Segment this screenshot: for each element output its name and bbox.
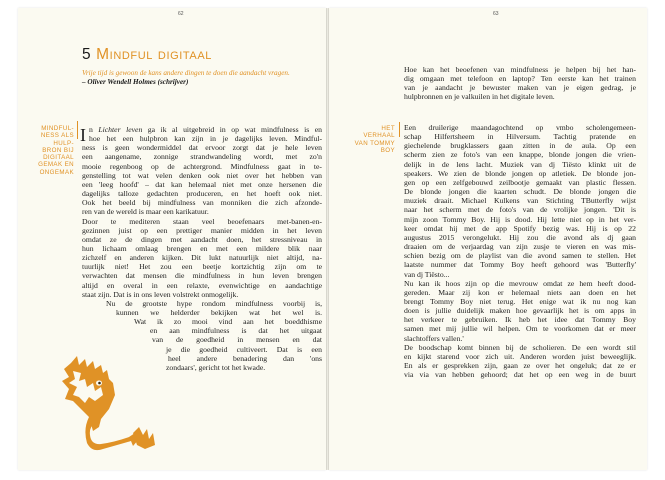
text-line: dagelijks talloze gedachten produceren, en het hoeft ook niet. (82, 189, 322, 199)
page-number: 63 (493, 11, 499, 17)
side-heading-line: HULP- (53, 139, 74, 147)
text-line: een aangename, zonnige strandwandeling wordt, met zo'n (82, 152, 322, 162)
text-line: zichzelf en anderen kijken. Dit lukt natuurlijk niet altijd, na- (82, 253, 322, 263)
text-line: Nu kan ik hoos zijn op die mevrouw omdat ze hem heeft dood- (404, 278, 636, 288)
text-line: hun lichaam omlaag brengen en met een mildere blik naar (82, 243, 322, 253)
text-line: en aan mindfulness is dat het uitgaat (150, 326, 322, 336)
body-text-story (404, 123, 636, 379)
epigraph-author: – Oliver Wendell Holmes (schrijver) (82, 78, 189, 86)
text-line: Nu de grootste hype rondom mindfulness voorbij is, (106, 298, 322, 308)
text-line: muziek draait. Michael Kulkens van Stichting TButterfly wijst (404, 196, 636, 206)
text-line: mijn zoon Tommy Boy. Hij is dood. Hij lette niet op in het ver- (404, 214, 636, 224)
side-heading-line: VERHAAL (363, 132, 395, 140)
text-line: van dj Tiësto... (404, 269, 450, 279)
side-heading-line: VAN TOMMY (354, 139, 395, 147)
mindful-monster-illustration (59, 353, 169, 461)
body-text-continued (82, 207, 322, 299)
text-line: genstelling tot wat velen denken ook niet over het hebben van (82, 170, 322, 180)
text-line: De boodschap komt binnen bij de scholieren. De een wordt stil (404, 342, 636, 352)
chapter-number: 5 (82, 46, 92, 63)
text-line: augustus 2015 verongelukt. Hij zou die avond als dj gaan (404, 232, 636, 242)
text-line: ren van de wereld is maar een karikatuur. (82, 207, 209, 217)
text-line: zondaars', gericht tot het kwade. (166, 362, 266, 372)
text-line: schap Hilfertsheem in Hilversum. Tachtig pratende en (404, 132, 636, 142)
chapter-title (82, 46, 212, 64)
text-line: het verkeer te gebruiken. Ik heb het idee dat Tommy Boy (404, 315, 636, 325)
text-line: van de goedheid in mensen en dat (152, 335, 322, 345)
text-line: Een druilerige maandagochtend op vmbo scholengemeen- (404, 123, 636, 132)
text-line: hoe het een hulpbron kan zijn in je dagelijks leven. Mindful- (89, 134, 322, 144)
text-line: omdat ze de dingen met aandacht doen, het stressniveau in (82, 234, 322, 244)
page-number: 62 (178, 11, 184, 17)
text-line: Hoe kan het beoefenen van mindfulness je helpen bij het han- (404, 65, 636, 74)
text-line: brengt Tommy Boy niet terug. Het enige wat ik nu nog kan (404, 296, 636, 306)
text-line: Wat ik zo mooi vind aan het boeddhisme (134, 317, 322, 327)
text-line: Ook het beeld bij mindfulness van monniken die zich afzonde- (82, 198, 322, 208)
text-line: samen met mij jullie wil helpen. Om te voorkomen dat er meer (404, 324, 636, 334)
text-line: dig omgaan met telefoon en laptop? Ten eerste kan het trainen (404, 74, 636, 84)
text-line: speakers. We zien de blonde jongen op atletiek. De blonde jon- (404, 168, 636, 178)
text-line: keer omdat hij met de app Spotify bezig was. Hij is op 22 (404, 223, 636, 233)
text-line: draaien om de verjaardag van zijn zusje te vieren en was mis- (404, 242, 636, 252)
text-line: altijd en overal in een relaxte, evenwichtige en aandachtige (82, 280, 322, 290)
text-line: hulpbronnen en je valkuilen in het digitale leven. (404, 92, 555, 102)
text-line: scherm zien ze foto's van een knappe, blonde jongen die vrien- (404, 150, 636, 160)
text-line: mooie regenboog op de achtergrond. Mindfulness gaat in te- (82, 161, 322, 171)
text-line: gen op een zelfgebouwd zeilbootje gemaakt van plastic flessen. (404, 177, 636, 187)
text-line: een 'leeg hoofd' – dat kan helemaal niet met onze hersenen die (82, 179, 322, 189)
text-line: je die goedheid cultiveert. Dat is een (166, 344, 322, 354)
text-line: doen is jullie duidelijk maken hoe gevaarlijk het is om apps in (404, 306, 636, 316)
text-line: naar het scherm met de foto's van de vrolijke jongen. 'Dit is (404, 205, 636, 215)
drop-cap: I (80, 125, 86, 145)
text-line: verwachten dat mensen die mindfulness in hun leven brengen (82, 271, 322, 281)
text-line: en kijkt starend voor zich uit. Anderen worden juist beweeglijk. (404, 351, 636, 361)
text-line: kunnen we helderder bekijken wat het wel is. (116, 308, 322, 317)
side-heading-mindfulness (26, 125, 74, 176)
right-page (329, 8, 647, 470)
text-line: delijk in de lens lacht. Muziek van dj Tiësto klinkt uit de (404, 159, 636, 169)
text-line: n Lichter leven ga ik al uitgebreid in op wat mindfulness is en (89, 125, 323, 134)
text-line: giechelende brugklassers gaan zitten in de aula. Op een (404, 141, 636, 151)
text-line: gereden. Maar zij kon er helemaal niets aan doen en het (404, 287, 636, 297)
chapter-title-text: Mindful digitaal (96, 46, 213, 63)
body-text-intro (404, 65, 636, 102)
text-line: tuurlijk niet! Het zou een beetje kortzichtig zijn om te (82, 262, 322, 272)
text-line: schien bezig om de playlist van die avond samen te stellen. Het (404, 251, 636, 261)
accent-bar (399, 122, 400, 137)
text-line: ness is geen wondermiddel dat ervoor zorgt dat je hele leven (82, 143, 322, 153)
text-line: gezinnen juist op een prettiger manier midden in het leven (82, 225, 322, 235)
text-line: slachtoffers vallen.' (404, 333, 464, 343)
side-heading-line: ONGEMAK (39, 168, 74, 176)
text-line: En als er gesprekken zijn, gaan ze over het ongeluk; dat ze er (404, 361, 636, 371)
text-line: via via van hebben gehoord; dat het op een weg in de buurt (404, 370, 636, 380)
text-line: laatste nummer dat Tommy Boy heeft gehoord was 'Butterfly' (404, 260, 636, 270)
side-heading-line: GEMAK EN (38, 161, 74, 169)
text-line: staat zijn. Dat is in ons leven volstrekt onmogelijk. (82, 289, 239, 299)
side-heading-tommy-boy (337, 125, 395, 154)
side-heading-line: HET (381, 125, 395, 132)
side-heading-line: BRON BIJ (42, 146, 74, 154)
accent-bar (77, 121, 78, 139)
text-line: De blonde jongen die kaarten schudt. De blonde jongen die (404, 187, 636, 197)
side-heading-line: NESS ALS (40, 132, 74, 140)
text-line: heel andere benadering dan 'ons (168, 353, 322, 363)
side-heading-line: DIGITAAL (43, 154, 74, 162)
epigraph: Vrije tijd is gewoon de kans andere dingen te doen die aandacht vragen. (82, 69, 290, 77)
left-page (18, 8, 326, 470)
body-text (82, 125, 323, 208)
text-line: Door te mediteren staan veel beoefenaars met-banen-en- (82, 216, 322, 226)
side-heading-line: BOY (380, 146, 395, 154)
text-line: van je aandacht je bewuster maken van je eigen gedrag, je (404, 83, 636, 93)
side-heading-line: MINDFUL- (41, 125, 74, 132)
